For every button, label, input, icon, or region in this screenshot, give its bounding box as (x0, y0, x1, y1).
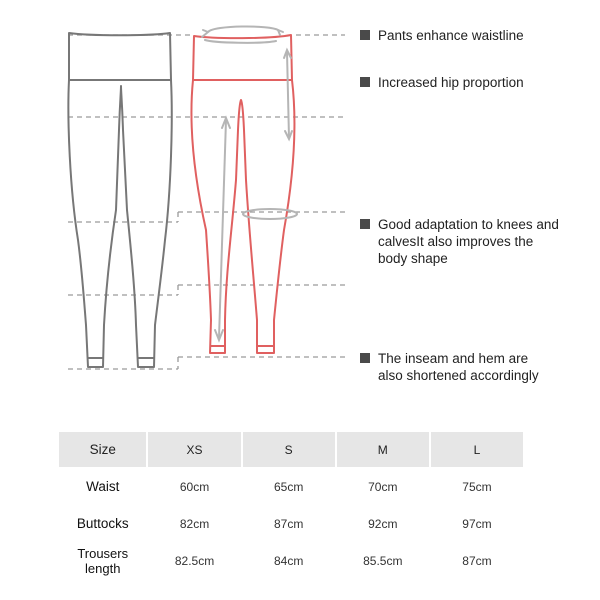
table-cell: 65cm (243, 469, 335, 504)
feature-text-line: The inseam and hem are (378, 351, 529, 366)
size-xs-header: XS (148, 432, 240, 467)
square-bullet-icon (360, 77, 370, 87)
size-m-header: M (337, 432, 429, 467)
shaping-leggings-outline (191, 35, 294, 353)
feature-text-line: Good adaptation to knees and (378, 217, 559, 232)
table-row-waist (59, 469, 523, 504)
square-bullet-icon (360, 353, 370, 363)
shape-arrows (202, 26, 297, 340)
table-cell: 85.5cm (337, 543, 429, 578)
table-cell: 87cm (243, 506, 335, 541)
dashed-guide-lines (68, 35, 345, 369)
size-l-header: L (431, 432, 523, 467)
size-header-row (59, 432, 523, 467)
feature-text-line: calvesIt also improves the (378, 234, 534, 249)
feature-text-line: Increased hip proportion (378, 75, 524, 90)
table-cell: 87cm (431, 543, 523, 578)
row-label: Waist (59, 469, 146, 504)
feature-waistline (360, 27, 590, 44)
table-cell: 92cm (337, 506, 429, 541)
square-bullet-icon (360, 219, 370, 229)
table-cell: 75cm (431, 469, 523, 504)
feature-hip (360, 74, 590, 91)
table-cell: 70cm (337, 469, 429, 504)
standard-leggings-outline (68, 33, 171, 367)
size-s-header: S (243, 432, 335, 467)
table-row-trousers-length (59, 543, 523, 578)
row-label: Buttocks (59, 506, 146, 541)
square-bullet-icon (360, 30, 370, 40)
feature-text-line: Pants enhance waistline (378, 28, 524, 43)
size-column-header: Size (59, 432, 146, 467)
feature-knees-calves (360, 216, 590, 267)
table-cell: 82.5cm (148, 543, 240, 578)
table-row-buttocks (59, 506, 523, 541)
size-chart-table (57, 430, 525, 580)
row-label: Trousers length (59, 543, 146, 578)
feature-inseam-hem (360, 350, 590, 384)
table-cell: 60cm (148, 469, 240, 504)
table-cell: 84cm (243, 543, 335, 578)
table-cell: 82cm (148, 506, 240, 541)
table-cell: 97cm (431, 506, 523, 541)
feature-text-line: body shape (378, 251, 448, 266)
feature-text-line: also shortened accordingly (378, 368, 539, 383)
